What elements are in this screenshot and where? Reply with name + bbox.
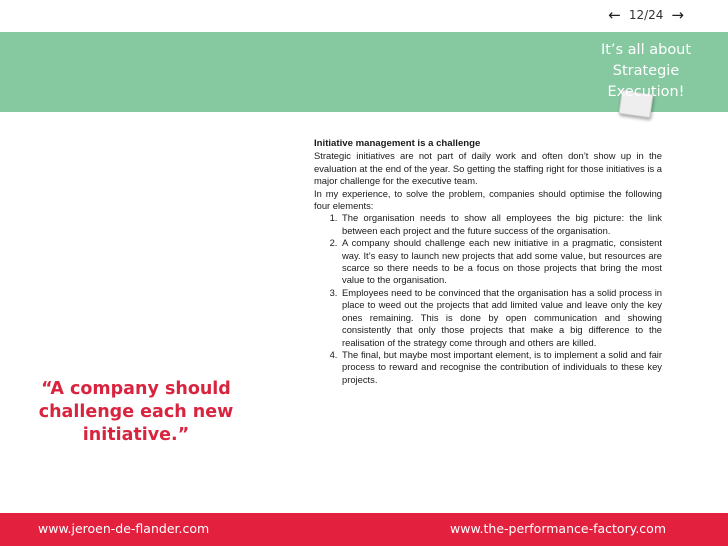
tagline-line-1: It’s all about: [600, 42, 692, 58]
footer-link-left[interactable]: www.jeroen-de-flander.com: [38, 521, 210, 536]
prev-arrow-icon[interactable]: ←: [608, 5, 621, 24]
tagline: [586, 40, 706, 103]
list-item: 4. The final, but maybe most important element, is to implement a solid and fair process to reward and recognise the contribution of individuals to these key projects.: [340, 349, 662, 386]
page-counter: 12/24: [628, 8, 664, 22]
article: [314, 138, 662, 386]
next-arrow-icon[interactable]: →: [671, 5, 684, 24]
tagline-line-3: Execution!: [607, 84, 685, 100]
article-lead: In my experience, to solve the problem, companies should optimise the following four elements:: [314, 187, 662, 212]
list-item: 2. A company should challenge each new initiative in a pragmatic, consistent way. It’s easy to launch new projects that add some value, but resources are scarce so there needs to be a focus on those projects that bring the most value to the organisation.: [340, 237, 662, 287]
element-list: [314, 212, 662, 386]
pull-quote: “A company should challenge each new initiative.”: [38, 379, 234, 445]
pager: [608, 6, 684, 24]
article-title: Initiative management is a challenge: [314, 138, 481, 149]
footer-link-right[interactable]: www.the-performance-factory.com: [450, 521, 666, 536]
list-item: 3. Employees need to be convinced that the organisation has a solid process in place to weed out the projects that add limited value and leave only the key ones remaining. This is done by open communication and showing consistently that only those projects that make a big difference to the realisation of the strategy come through and others are killed.: [340, 287, 662, 349]
article-intro: Strategic initiatives are not part of daily work and often don’t show up in the evaluation at the end of the year. So getting the staffing right for those initiatives is a major challenge for the executive team.: [314, 150, 662, 187]
tagline-line-2: Strategie: [612, 63, 680, 79]
list-item: 1. The organisation needs to show all employees the big picture: the link between each project and the future success of the organisation.: [340, 212, 662, 237]
footer-bar: [0, 513, 728, 546]
